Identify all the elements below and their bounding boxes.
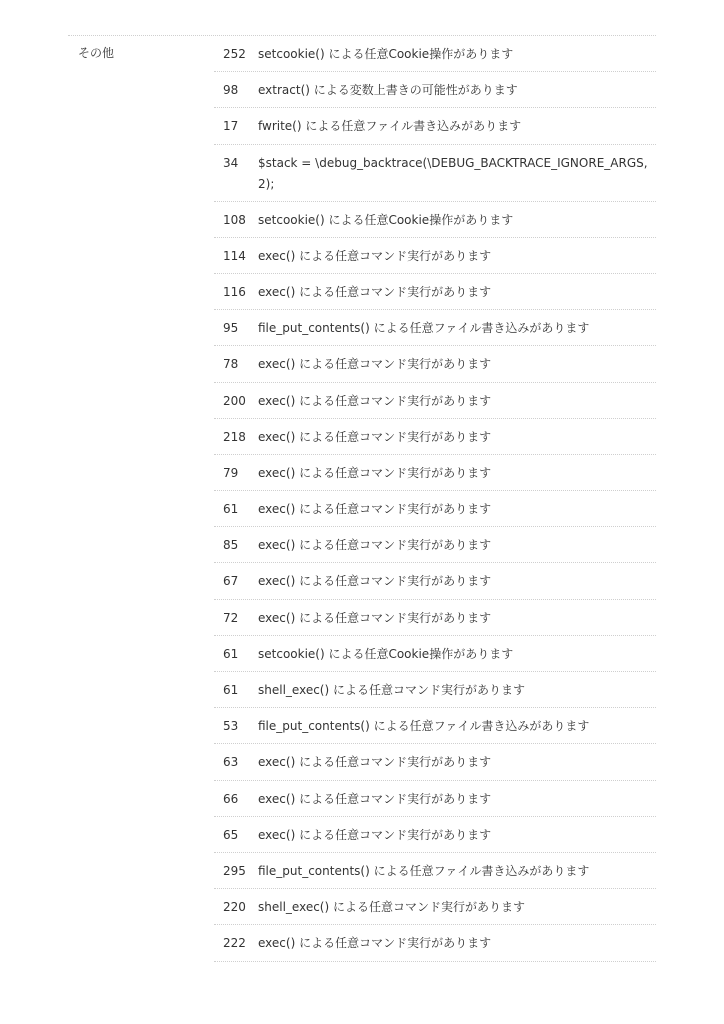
finding-message: exec() による任意コマンド実行があります bbox=[258, 574, 492, 589]
finding-message: exec() による任意コマンド実行があります bbox=[258, 827, 492, 842]
line-number: 67 bbox=[223, 574, 239, 589]
finding-row bbox=[214, 600, 656, 636]
finding-message: exec() による任意コマンド実行があります bbox=[258, 502, 492, 517]
finding-message: $stack = \debug_backtrace(\DEBUG_BACKTRACE_IGNORE_ARGS, 2); bbox=[258, 155, 648, 191]
finding-row bbox=[214, 672, 656, 708]
line-number: 61 bbox=[223, 683, 239, 697]
finding-row bbox=[214, 563, 656, 599]
findings-list bbox=[214, 36, 656, 962]
finding-message: exec() による任意コマンド実行があります bbox=[258, 429, 492, 444]
finding-message: fwrite() による任意ファイル書き込みがあります bbox=[258, 119, 522, 134]
line-number: 63 bbox=[223, 755, 239, 770]
line-number: 95 bbox=[223, 321, 239, 336]
line-number: 72 bbox=[223, 610, 239, 625]
finding-row bbox=[214, 310, 656, 346]
finding-row bbox=[214, 202, 656, 238]
line-number: 66 bbox=[223, 791, 239, 806]
finding-row bbox=[214, 708, 656, 744]
finding-row bbox=[214, 346, 656, 382]
line-number: 116 bbox=[223, 284, 246, 299]
finding-row bbox=[214, 383, 656, 419]
finding-message: exec() による任意コマンド実行があります bbox=[258, 465, 492, 480]
finding-row bbox=[214, 781, 656, 817]
line-number: 34 bbox=[223, 155, 239, 170]
finding-message: setcookie() による任意Cookie操作があります bbox=[258, 646, 514, 661]
line-number: 53 bbox=[223, 719, 239, 734]
finding-message: exec() による任意コマンド実行があります bbox=[258, 755, 492, 770]
finding-message: exec() による任意コマンド実行があります bbox=[258, 357, 492, 372]
line-number: 65 bbox=[223, 827, 239, 842]
line-number: 17 bbox=[223, 119, 239, 134]
finding-message: exec() による任意コマンド実行があります bbox=[258, 248, 492, 263]
finding-message: extract() による変数上書きの可能性があります bbox=[258, 83, 518, 98]
line-number: 78 bbox=[223, 357, 239, 372]
finding-message: shell_exec() による任意コマンド実行があります bbox=[258, 900, 525, 915]
finding-row bbox=[214, 817, 656, 853]
finding-row bbox=[214, 636, 656, 672]
category-label: その他 bbox=[78, 46, 115, 60]
line-number: 114 bbox=[223, 248, 246, 263]
finding-message: file_put_contents() による任意ファイル書き込みがあります bbox=[258, 719, 590, 734]
line-number: 108 bbox=[223, 212, 246, 227]
line-number: 295 bbox=[223, 863, 246, 878]
finding-row bbox=[214, 419, 656, 455]
finding-row bbox=[214, 744, 656, 780]
finding-message: exec() による任意コマンド実行があります bbox=[258, 791, 492, 806]
line-number: 61 bbox=[223, 502, 239, 517]
finding-message: exec() による任意コマンド実行があります bbox=[258, 284, 492, 299]
finding-row bbox=[214, 238, 656, 274]
finding-row bbox=[214, 491, 656, 527]
finding-row bbox=[214, 36, 656, 72]
finding-row bbox=[214, 853, 656, 889]
line-number: 252 bbox=[223, 47, 246, 61]
finding-message: file_put_contents() による任意ファイル書き込みがあります bbox=[258, 321, 590, 336]
finding-row bbox=[214, 889, 656, 925]
finding-message: exec() による任意コマンド実行があります bbox=[258, 936, 492, 951]
finding-message: setcookie() による任意Cookie操作があります bbox=[258, 47, 514, 61]
finding-row bbox=[214, 527, 656, 563]
finding-message: file_put_contents() による任意ファイル書き込みがあります bbox=[258, 863, 590, 878]
finding-message: shell_exec() による任意コマンド実行があります bbox=[258, 683, 525, 697]
finding-row bbox=[214, 925, 656, 961]
line-number: 98 bbox=[223, 83, 239, 98]
line-number: 222 bbox=[223, 936, 246, 951]
line-number: 61 bbox=[223, 646, 239, 661]
finding-row bbox=[214, 72, 656, 108]
finding-message: setcookie() による任意Cookie操作があります bbox=[258, 212, 514, 227]
finding-message: exec() による任意コマンド実行があります bbox=[258, 610, 492, 625]
finding-row bbox=[214, 455, 656, 491]
line-number: 218 bbox=[223, 429, 246, 444]
finding-message: exec() による任意コマンド実行があります bbox=[258, 393, 492, 408]
line-number: 220 bbox=[223, 900, 246, 915]
finding-row bbox=[214, 108, 656, 144]
line-number: 79 bbox=[223, 465, 239, 480]
finding-message: exec() による任意コマンド実行があります bbox=[258, 538, 492, 553]
finding-row bbox=[214, 145, 656, 202]
finding-row bbox=[214, 274, 656, 310]
line-number: 200 bbox=[223, 393, 246, 408]
line-number: 85 bbox=[223, 538, 239, 553]
